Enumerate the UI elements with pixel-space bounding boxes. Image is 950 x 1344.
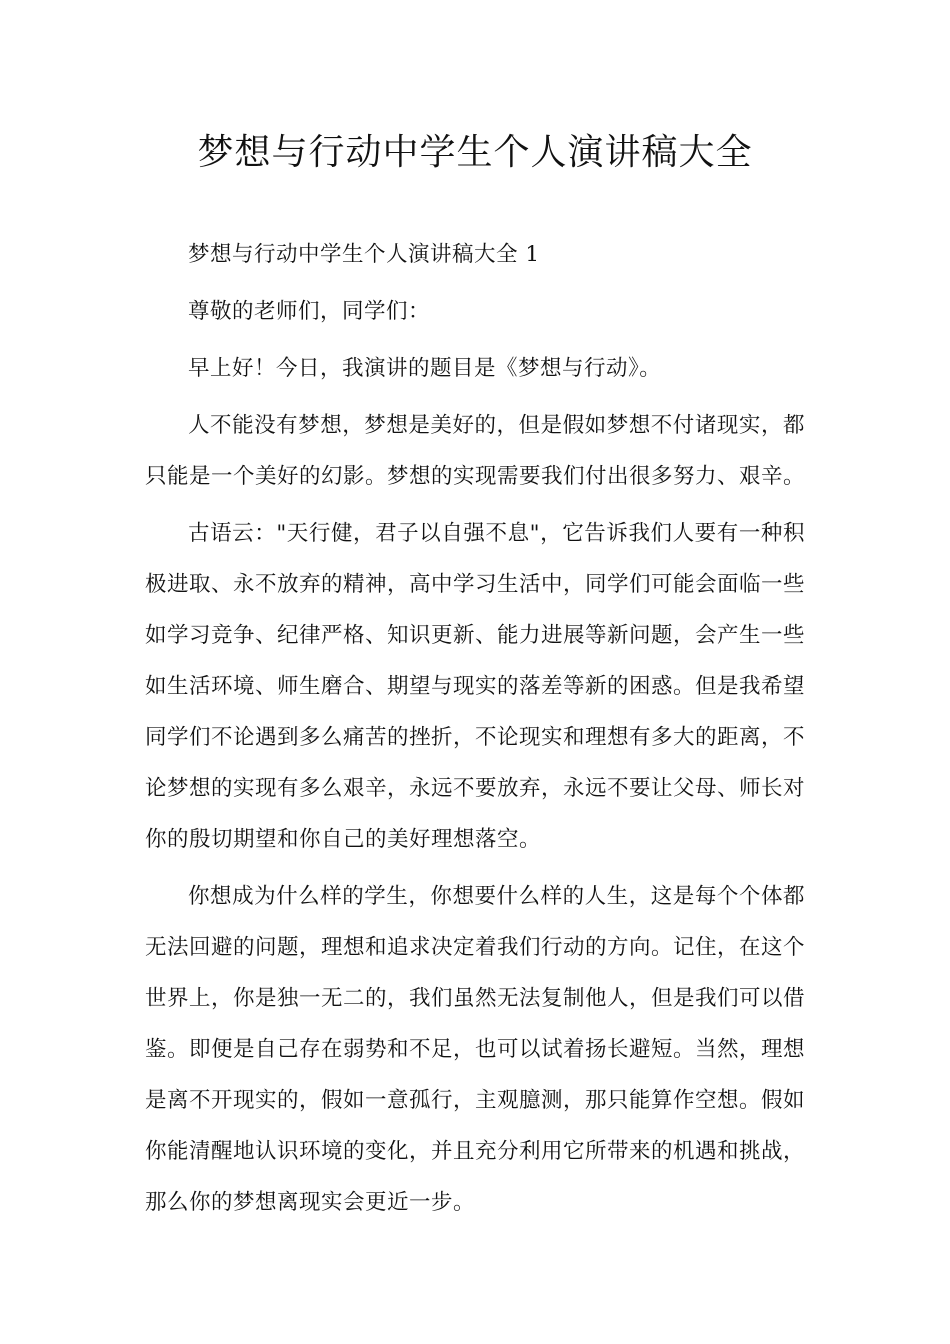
paragraph: 人不能没有梦想，梦想是美好的，但是假如梦想不付诸现实，都只能是一个美好的幻影。梦想的实现需要我们付出很多努力、艰辛。	[145, 413, 806, 489]
paragraph: 古语云："天行健，君子以自强不息"，它告诉我们人要有一种积极进取、永不放弃的精神，高中学习生活中，同学们可能会面临一些如学习竞争、纪律严格、知识更新、能力进展等新问题，会产生一些如生活环境、师生磨合、期望与现实的落差等新的困惑。但是我希望同学们不论遇到多么痛苦的挫折，不论现实和理想有多大的距离，不论梦想的实现有多么艰辛，永远不要放弃，永远不要让父母、师长对你的殷切期望和你自己的美好理想落空。	[145, 521, 806, 852]
paragraph: 你想成为什么样的学生，你想要什么样的人生，这是每个个体都无法回避的问题，理想和追求决定着我们行动的方向。记住，在这个世界上，你是独一无二的，我们虽然无法复制他人，但是我们可以借鉴。即便是自己存在弱势和不足，也可以试着扬长避短。当然，理想是离不开现实的，假如一意孤行，主观臆测，那只能算作空想。假如你能清醒地认识环境的变化，并且充分利用它所带来的机遇和挑战，那么你的梦想离现实会更近一步。	[145, 884, 806, 1215]
document-title: 梦想与行动中学生个人演讲稿大全	[197, 132, 753, 173]
section-heading: 梦想与行动中学生个人演讲稿大全 1	[188, 242, 540, 267]
salutation: 尊敬的老师们，同学们：	[188, 299, 431, 324]
paragraph: 早上好！今日，我演讲的题目是《梦想与行动》。	[188, 356, 662, 381]
document-body	[145, 229, 805, 1234]
